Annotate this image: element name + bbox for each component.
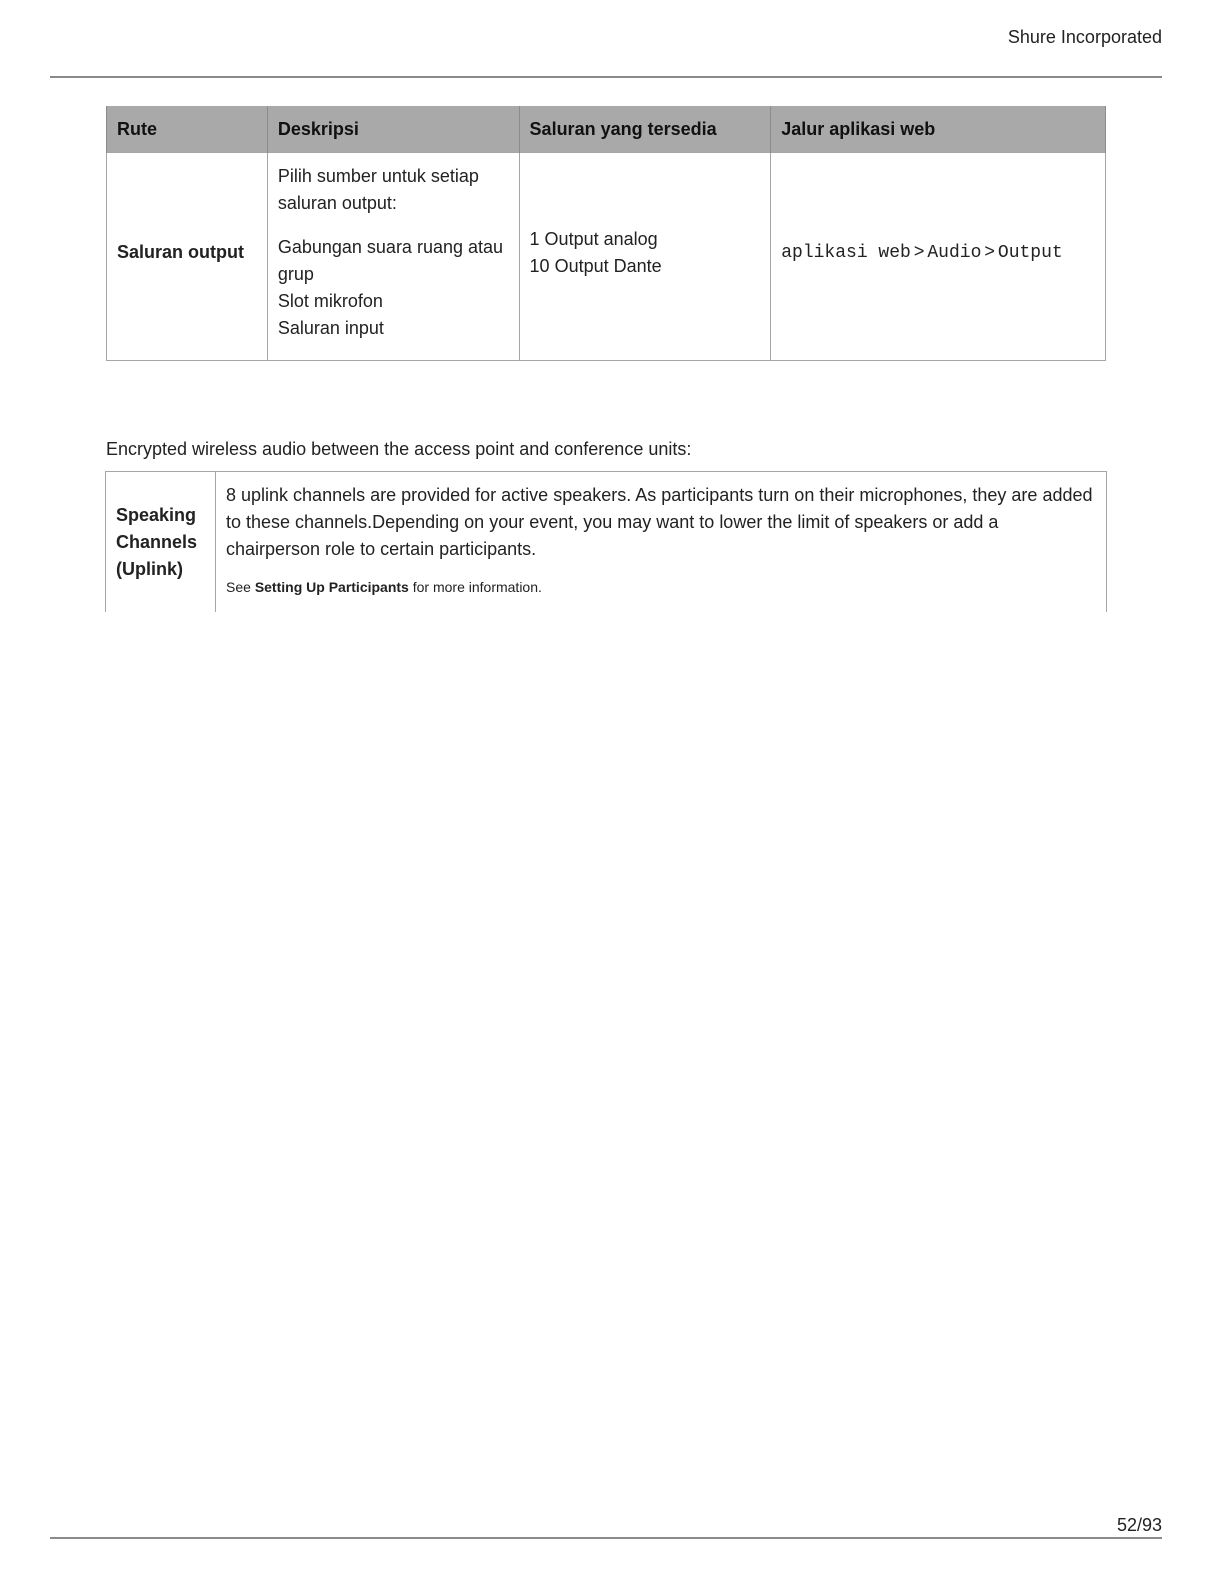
path-segment: Audio	[927, 243, 982, 263]
audio-intro: Encrypted wireless audio between the access point and conference units:	[106, 439, 692, 459]
table-header-row	[107, 106, 1106, 153]
table-row	[107, 153, 1106, 361]
cell-rute: Saluran output	[107, 153, 268, 361]
cell-saluran	[519, 153, 771, 361]
note-link[interactable]: Setting Up Participants	[254, 579, 409, 595]
column-header-deskripsi: Deskripsi	[267, 106, 519, 153]
path-separator: >	[913, 241, 925, 261]
cell-deskripsi	[267, 153, 519, 361]
audio-label: Speaking Channels (Uplink)	[106, 472, 216, 612]
cell-jalur	[771, 153, 1106, 361]
channel-item: 10 Output Dante	[529, 255, 662, 276]
path-segment: aplikasi web	[781, 243, 911, 263]
audio-description: 8 uplink channels are provided for active speakers. As participants turn on their microphones, they are added to these channels.Depending on your event, you may want to lower the limit of speakers or add a chairperson role to certain participants.	[226, 485, 1093, 559]
description-intro: Pilih sumber untuk setiap saluran output:	[277, 166, 479, 213]
column-header-saluran: Saluran yang tersedia	[519, 106, 771, 153]
footer-divider	[50, 1537, 1162, 1539]
path-separator: >	[984, 241, 995, 261]
audio-table	[105, 471, 1107, 612]
description-item: Gabungan suara ruang atau grup	[277, 237, 504, 284]
routing-table	[106, 106, 1106, 361]
description-item: Slot mikrofon	[277, 291, 383, 311]
page-number: 52/93	[1116, 1515, 1162, 1535]
path-segment: Output	[997, 243, 1063, 263]
audio-note	[226, 577, 1096, 597]
channel-item: 1 Output analog	[529, 228, 658, 249]
column-header-rute: Rute	[107, 106, 268, 153]
column-header-jalur: Jalur aplikasi web	[771, 106, 1106, 153]
description-item: Saluran input	[277, 318, 384, 338]
header-company: Shure Incorporated	[1007, 27, 1162, 47]
note-prefix: See	[226, 579, 251, 595]
header-divider	[50, 76, 1162, 78]
note-suffix: for more information.	[412, 579, 542, 595]
audio-content	[216, 472, 1106, 612]
